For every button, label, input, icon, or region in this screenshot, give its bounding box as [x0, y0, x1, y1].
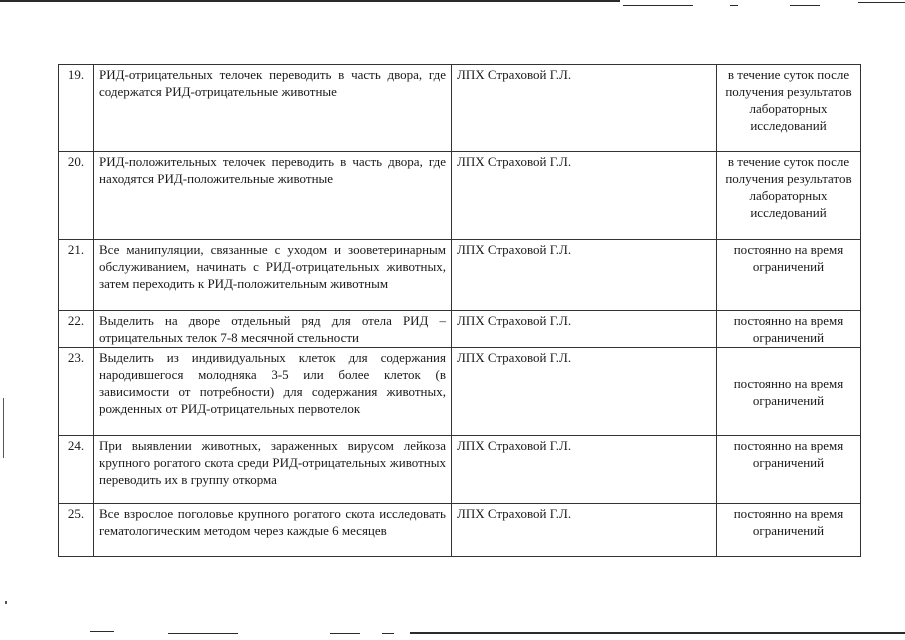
- row-number: 25.: [59, 504, 94, 557]
- row-task: Выделить из индивидуальных клеток для содержания народившегося молодняка 3-5 или более клеток (в зависимости от потребности) для содержания животных, рожденных от РИД-отрицательных первотелок: [94, 348, 452, 436]
- row-task: При выявлении животных, зараженных вирусом лейкоза крупного рогатого скота среди РИД-отрицательных животных переводить их в группу откорма: [94, 436, 452, 504]
- row-term: постоянно на время ограничений: [717, 348, 861, 436]
- table-row: [59, 65, 861, 152]
- row-responsible: ЛПХ Страховой Г.Л.: [452, 240, 717, 311]
- row-number: 19.: [59, 65, 94, 152]
- scan-left-dot: [5, 601, 7, 604]
- row-term: постоянно на время ограничений: [717, 436, 861, 504]
- row-number: 22.: [59, 311, 94, 348]
- scan-top-line: [0, 0, 620, 2]
- scan-top-dash-1: [623, 5, 693, 6]
- row-task: Все манипуляции, связанные с уходом и зооветеринарным обслуживанием, начинать с РИД-отрицательных животных, затем переходить к РИД-положительным животным: [94, 240, 452, 311]
- measures-table: [58, 64, 861, 557]
- scan-bottom-dash-1: [90, 631, 114, 632]
- row-task: Все взрослое поголовье крупного рогатого скота исследовать гематологическим методом через каждые 6 месяцев: [94, 504, 452, 557]
- row-term: постоянно на время ограничений: [717, 240, 861, 311]
- table-row: [59, 152, 861, 240]
- row-responsible: ЛПХ Страховой Г.Л.: [452, 65, 717, 152]
- row-term: в течение суток после получения результатов лабораторных исследований: [717, 152, 861, 240]
- row-term: в течение суток после получения результатов лабораторных исследований: [717, 65, 861, 152]
- scan-bottom-dash-2: [168, 633, 238, 634]
- row-number: 24.: [59, 436, 94, 504]
- scan-bottom-dash-3: [330, 633, 360, 634]
- table-row: [59, 504, 861, 557]
- row-responsible: ЛПХ Страховой Г.Л.: [452, 152, 717, 240]
- scan-bottom-line: [410, 632, 905, 634]
- row-number: 20.: [59, 152, 94, 240]
- row-term: постоянно на время ограничений: [717, 504, 861, 557]
- scan-top-dash-4: [858, 2, 905, 3]
- table-row: [59, 240, 861, 311]
- row-task: Выделить на дворе отдельный ряд для отела РИД – отрицательных телок 7-8 месячной стельности: [94, 311, 452, 348]
- row-number: 21.: [59, 240, 94, 311]
- row-number: 23.: [59, 348, 94, 436]
- row-task: РИД-положительных телочек переводить в часть двора, где находятся РИД-положительные животные: [94, 152, 452, 240]
- row-responsible: ЛПХ Страховой Г.Л.: [452, 436, 717, 504]
- scan-top-dash-3: [790, 5, 820, 6]
- row-responsible: ЛПХ Страховой Г.Л.: [452, 311, 717, 348]
- table-row: [59, 436, 861, 504]
- row-term: постоянно на время ограничений: [717, 311, 861, 348]
- table-row: [59, 311, 861, 348]
- table-row: [59, 348, 861, 436]
- row-responsible: ЛПХ Страховой Г.Л.: [452, 504, 717, 557]
- scan-bottom-dash-4: [382, 633, 394, 634]
- scan-top-dash-2: [730, 5, 738, 6]
- row-responsible: ЛПХ Страховой Г.Л.: [452, 348, 717, 436]
- scan-left-mark: [3, 398, 4, 458]
- row-task: РИД-отрицательных телочек переводить в часть двора, где содержатся РИД-отрицательные животные: [94, 65, 452, 152]
